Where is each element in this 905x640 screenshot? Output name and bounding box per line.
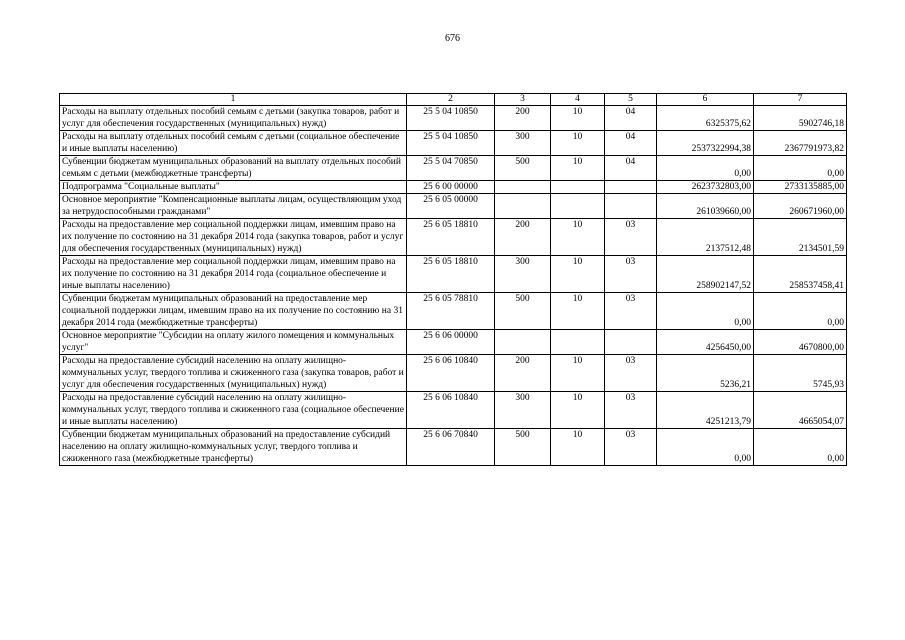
table-row — [60, 131, 847, 156]
amount-col7: 5902746,18 — [754, 106, 847, 131]
expense-name: Расходы на выплату отдельных пособий семьям с детьми (социальное обеспечение и иные выплаты населению) — [60, 131, 407, 156]
target-code: 25 6 06 10840 — [407, 355, 495, 392]
table-row — [60, 355, 847, 392]
amount-col7: 4670800,00 — [754, 330, 847, 355]
table-row — [60, 293, 847, 330]
expense-type: 300 — [495, 392, 551, 429]
amount-col7: 260671960,00 — [754, 194, 847, 219]
target-code: 25 6 05 18810 — [407, 256, 495, 293]
subsection — [605, 330, 657, 355]
section: 10 — [551, 156, 605, 181]
section: 10 — [551, 131, 605, 156]
subsection: 04 — [605, 106, 657, 131]
subsection — [605, 194, 657, 219]
amount-col7: 5745,93 — [754, 355, 847, 392]
expense-name: Расходы на предоставление субсидий населению на оплату жилищно-коммунальных услуг, твердого топлива и сжиженного газа (закупка товаров, работ и услуг для обеспечения государственных (муниципальных) нужд) — [60, 355, 407, 392]
target-code: 25 6 05 00000 — [407, 194, 495, 219]
target-code: 25 6 06 10840 — [407, 392, 495, 429]
table-row — [60, 429, 847, 466]
target-code: 25 6 06 70840 — [407, 429, 495, 466]
section — [551, 181, 605, 194]
subsection: 04 — [605, 131, 657, 156]
expense-type — [495, 181, 551, 194]
header-row — [60, 94, 847, 106]
header-cell: 6 — [657, 94, 754, 106]
amount-col6: 0,00 — [657, 156, 754, 181]
header-cell: 1 — [60, 94, 407, 106]
expense-name: Подпрограмма "Социальные выплаты" — [60, 181, 407, 194]
amount-col7: 0,00 — [754, 156, 847, 181]
expense-name: Субвенции бюджетам муниципальных образований на предоставление субсидий населению на оплату жилищно-коммунальных услуг, твердого топлива и сжиженного газа (межбюджетные трансферты) — [60, 429, 407, 466]
section: 10 — [551, 256, 605, 293]
expense-name: Расходы на предоставление субсидий населению на оплату жилищно-коммунальных услуг, твердого топлива и сжиженного газа (социальное обеспечение и иные выплаты населению) — [60, 392, 407, 429]
section: 10 — [551, 355, 605, 392]
target-code: 25 6 06 00000 — [407, 330, 495, 355]
expense-type: 500 — [495, 293, 551, 330]
target-code: 25 6 05 18810 — [407, 219, 495, 256]
expense-name: Расходы на предоставление мер социальной поддержки лицам, имевшим право на их получение по состоянию на 31 декабря 2014 года (закупка товаров, работ и услуг для обеспечения государственных (муниципальных) нужд) — [60, 219, 407, 256]
header-cell: 7 — [754, 94, 847, 106]
amount-col7: 0,00 — [754, 293, 847, 330]
subsection: 03 — [605, 392, 657, 429]
amount-col6: 2137512,48 — [657, 219, 754, 256]
amount-col7: 0,00 — [754, 429, 847, 466]
expense-name: Субвенции бюджетам муниципальных образований на предоставление мер социальной поддержки лицам, имевшим право на их получение по состоянию на 31 декабря 2014 года (межбюджетные трансферты) — [60, 293, 407, 330]
amount-col7: 2134501,59 — [754, 219, 847, 256]
amount-col7: 4665054,07 — [754, 392, 847, 429]
section: 10 — [551, 429, 605, 466]
target-code: 25 6 00 00000 — [407, 181, 495, 194]
section: 10 — [551, 293, 605, 330]
amount-col7: 258537458,41 — [754, 256, 847, 293]
subsection: 03 — [605, 293, 657, 330]
amount-col6: 4251213,79 — [657, 392, 754, 429]
amount-col6: 4256450,00 — [657, 330, 754, 355]
table-row — [60, 181, 847, 194]
table-row — [60, 219, 847, 256]
table-row — [60, 106, 847, 131]
amount-col6: 2623732803,00 — [657, 181, 754, 194]
section: 10 — [551, 219, 605, 256]
subsection: 04 — [605, 156, 657, 181]
amount-col7: 2733135885,00 — [754, 181, 847, 194]
budget-table — [59, 93, 847, 466]
subsection: 03 — [605, 256, 657, 293]
table-row — [60, 194, 847, 219]
amount-col6: 0,00 — [657, 293, 754, 330]
target-code: 25 6 05 78810 — [407, 293, 495, 330]
expense-type: 300 — [495, 131, 551, 156]
section: 10 — [551, 392, 605, 429]
expense-type: 200 — [495, 219, 551, 256]
amount-col6: 258902147,52 — [657, 256, 754, 293]
expense-name: Расходы на предоставление мер социальной поддержки лицам, имевшим право на их получение по состоянию на 31 декабря 2014 года (социальное обеспечение и иные выплаты населению) — [60, 256, 407, 293]
page-number: 676 — [445, 33, 460, 44]
amount-col6: 261039660,00 — [657, 194, 754, 219]
amount-col6: 6325375,62 — [657, 106, 754, 131]
amount-col6: 2537322994,38 — [657, 131, 754, 156]
expense-name: Основное мероприятие "Компенсационные выплаты лицам, осуществляющим уход за нетрудоспособными гражданами" — [60, 194, 407, 219]
expense-type — [495, 330, 551, 355]
header-cell: 5 — [605, 94, 657, 106]
expense-type: 500 — [495, 156, 551, 181]
table-row — [60, 256, 847, 293]
expense-name: Расходы на выплату отдельных пособий семьям с детьми (закупка товаров, работ и услуг для обеспечения государственных (муниципальных) нужд) — [60, 106, 407, 131]
section — [551, 330, 605, 355]
section: 10 — [551, 106, 605, 131]
section — [551, 194, 605, 219]
header-cell: 2 — [407, 94, 495, 106]
amount-col6: 0,00 — [657, 429, 754, 466]
expense-type: 500 — [495, 429, 551, 466]
expense-type: 200 — [495, 106, 551, 131]
table-row — [60, 392, 847, 429]
expense-type — [495, 194, 551, 219]
expense-type: 300 — [495, 256, 551, 293]
expense-name: Субвенции бюджетам муниципальных образований на выплату отдельных пособий семьям с детьми (межбюджетные трансферты) — [60, 156, 407, 181]
subsection: 03 — [605, 355, 657, 392]
expense-name: Основное мероприятие "Субсидии на оплату жилого помещения и коммунальных услуг" — [60, 330, 407, 355]
header-cell: 4 — [551, 94, 605, 106]
target-code: 25 5 04 70850 — [407, 156, 495, 181]
subsection: 03 — [605, 429, 657, 466]
amount-col7: 2367791973,82 — [754, 131, 847, 156]
target-code: 25 5 04 10850 — [407, 106, 495, 131]
subsection — [605, 181, 657, 194]
target-code: 25 5 04 10850 — [407, 131, 495, 156]
table-row — [60, 330, 847, 355]
table-row — [60, 156, 847, 181]
subsection: 03 — [605, 219, 657, 256]
amount-col6: 5236,21 — [657, 355, 754, 392]
header-cell: 3 — [495, 94, 551, 106]
expense-type: 200 — [495, 355, 551, 392]
